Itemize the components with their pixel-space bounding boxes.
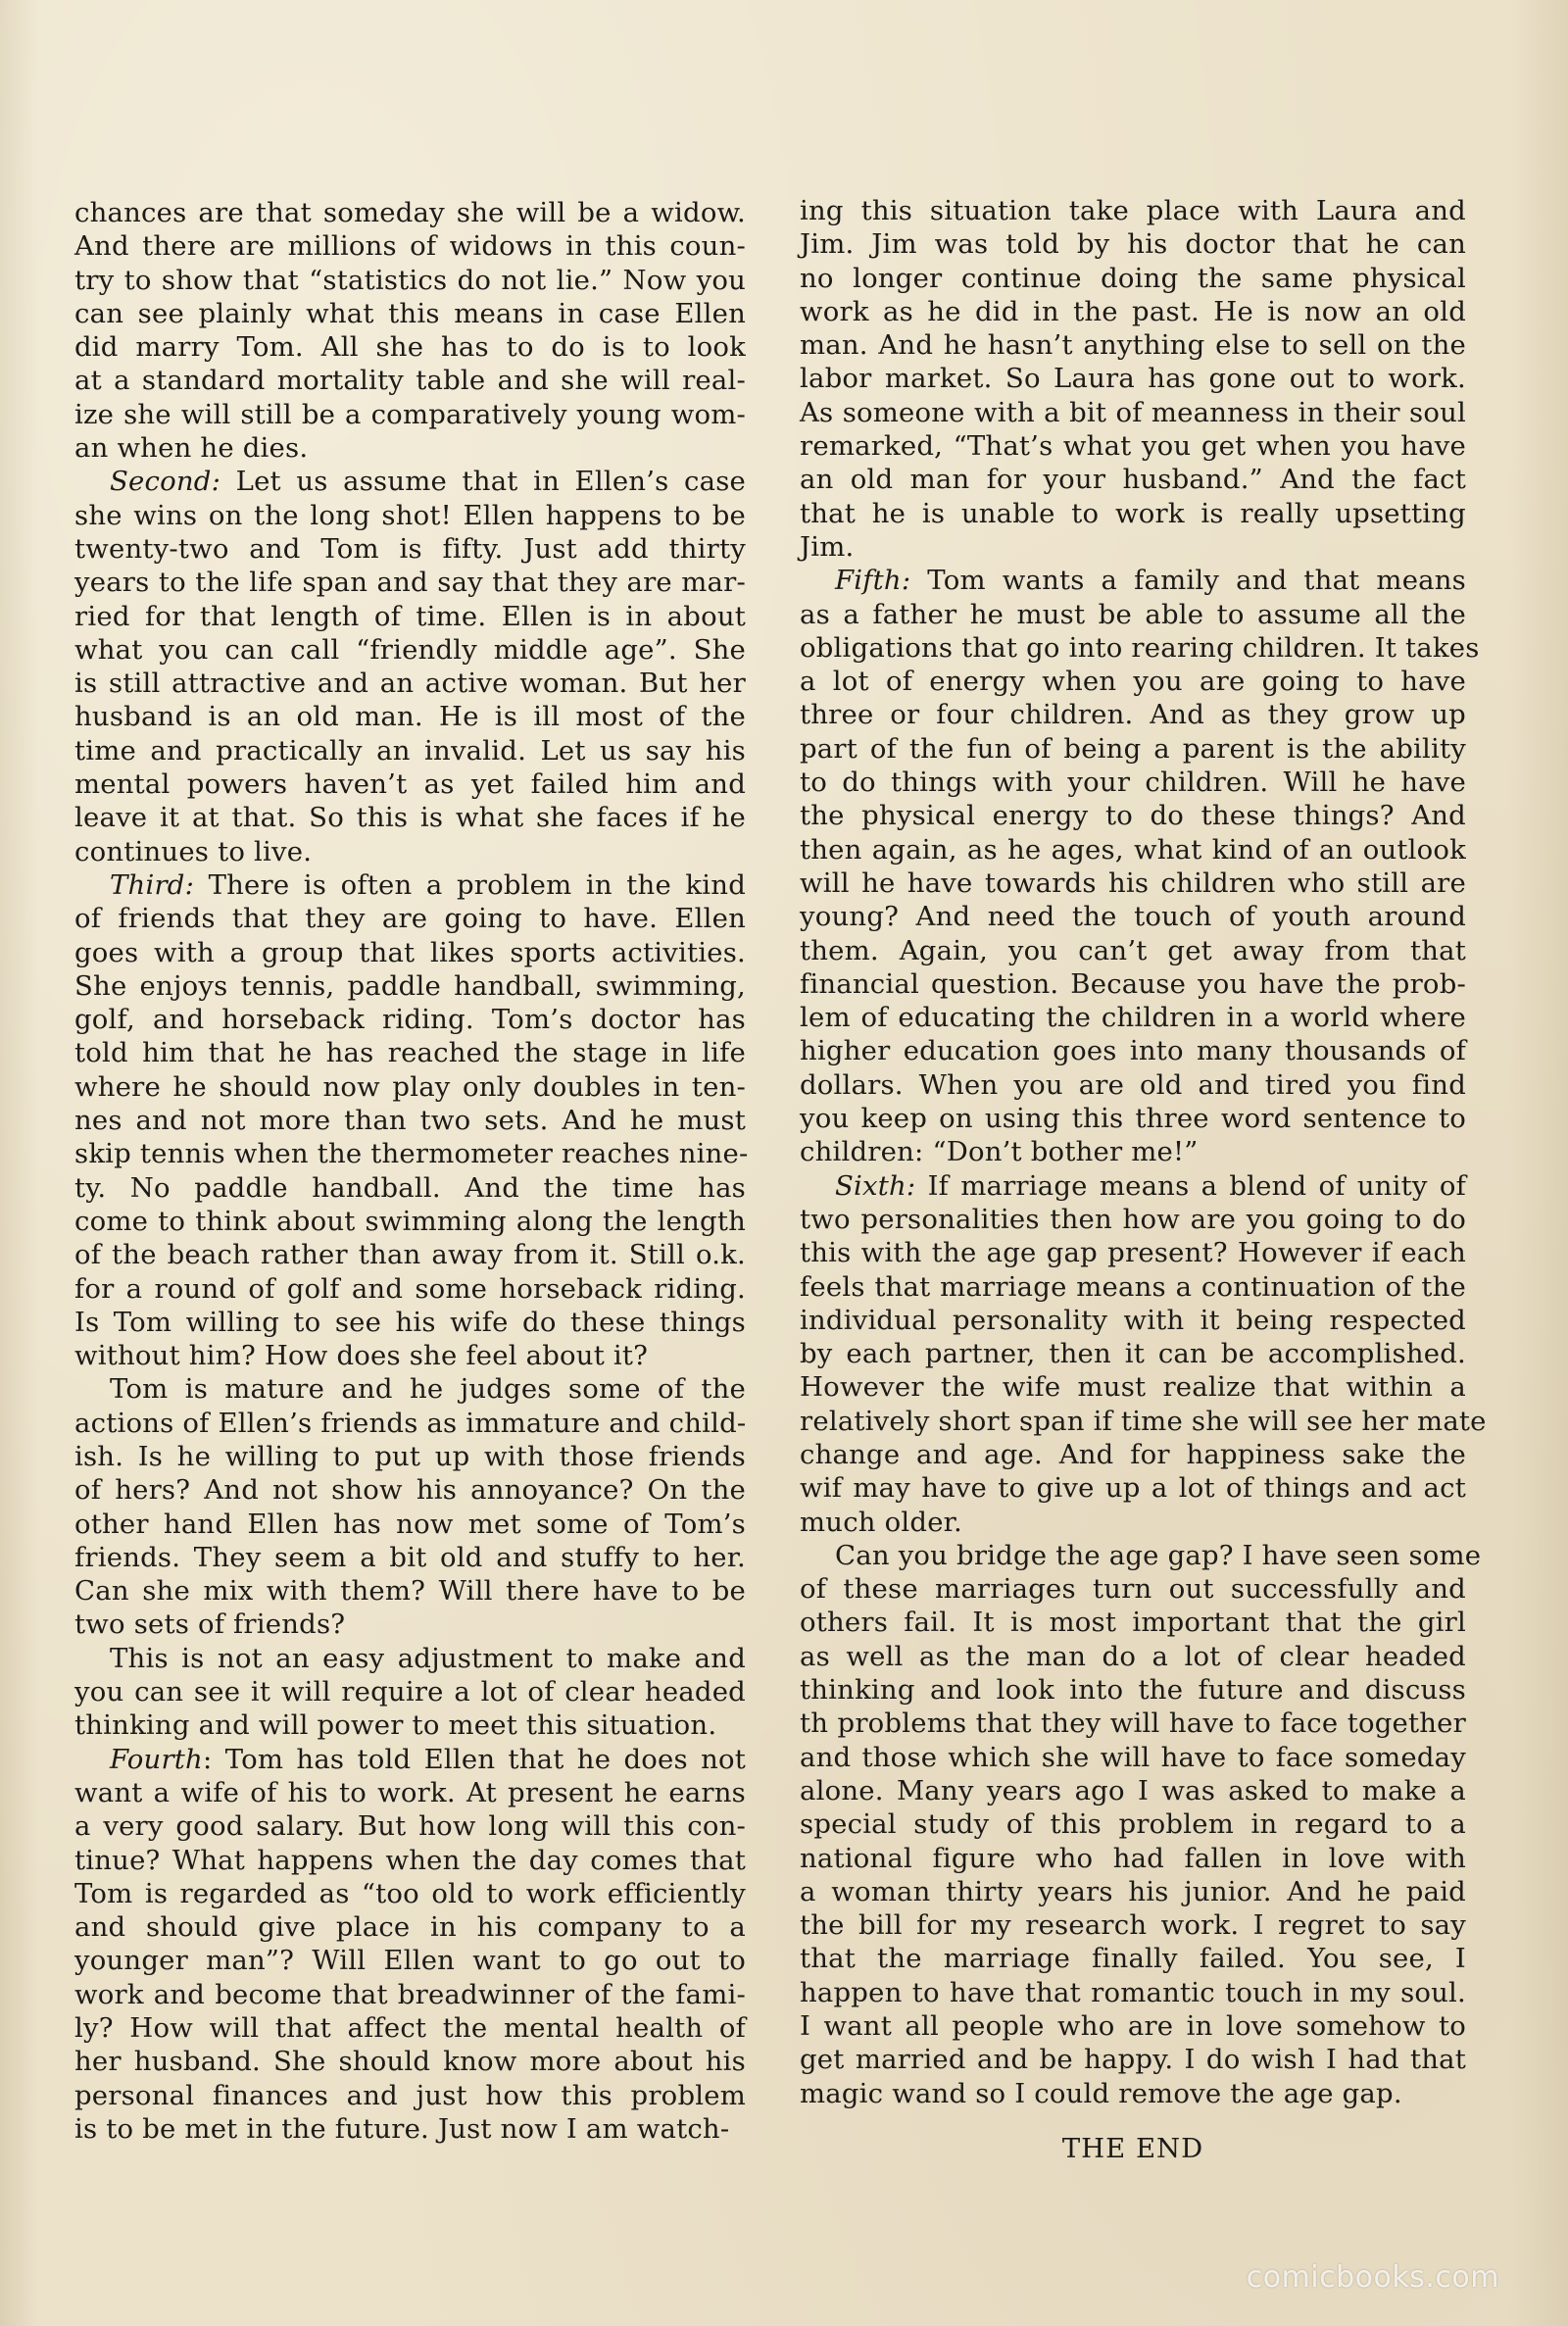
text-line: of hers? And not show his annoyance? On the xyxy=(74,1474,746,1507)
text-line: get married and be happy. I do wish I had that xyxy=(800,2044,1466,2076)
text-line: her husband. She should know more about his xyxy=(74,2046,746,2078)
text-line: and those which she will have to face someday xyxy=(800,1741,1466,1773)
text-line: ize she will still be a comparatively young wom- xyxy=(74,398,746,430)
text-run: Tom is mature and he judges some of the xyxy=(110,1373,746,1406)
text-run: : Tom has told Ellen that he does not xyxy=(202,1743,746,1775)
text-line: labor market. So Laura has gone out to work. xyxy=(800,363,1466,395)
text-line: she wins on the long shot! Ellen happens to be xyxy=(74,499,746,531)
text-line: that he is unable to work is really upsetting xyxy=(800,497,1466,529)
text-line: time and practically an invalid. Let us say his xyxy=(74,734,746,767)
paragraph-lead: Fourth xyxy=(110,1743,203,1775)
text-line: wif may have to give up a lot of things and act xyxy=(800,1472,1466,1505)
text-line: of these marriages turn out successfully and xyxy=(800,1573,1466,1606)
text-line: is to be met in the future. Just now I am watch- xyxy=(74,2112,730,2145)
text-line xyxy=(74,465,746,498)
text-line: will he have towards his children who still are xyxy=(800,866,1466,899)
text-line: However the wife must realize that within a xyxy=(800,1371,1466,1404)
text-line: individual personality with it being respected xyxy=(800,1304,1466,1336)
text-line: financial question. Because you have the prob- xyxy=(800,967,1466,1000)
text-line: relatively short span if time she will see her mate xyxy=(800,1405,1487,1437)
text-line: friends. They seem a bit old and stuffy to her. xyxy=(74,1541,746,1573)
text-line: part of the fun of being a parent is the ability xyxy=(800,732,1466,765)
text-line: And there are millions of widows in this coun- xyxy=(74,230,746,263)
text-line: of friends that they are going to have. Ellen xyxy=(74,903,746,935)
text-line: actions of Ellen’s friends as immature and child- xyxy=(74,1407,747,1439)
text-line: Is Tom willing to see his wife do these things xyxy=(74,1306,746,1338)
text-line: thinking and look into the future and discuss xyxy=(800,1674,1466,1707)
text-line: an when he dies. xyxy=(74,432,309,465)
text-line: mental powers haven’t as yet failed him and xyxy=(74,768,746,801)
text-line: Tom is regarded as “too old to work efficiently xyxy=(74,1877,746,1909)
text-line: I want all people who are in love somehow to xyxy=(800,2010,1466,2043)
text-line: man. And he hasn’t anything else to sell on the xyxy=(800,329,1466,362)
text-line: others fail. It is most important that the girl xyxy=(800,1607,1466,1639)
text-line xyxy=(800,1169,1466,1203)
text-line: work as he did in the past. He is now an old xyxy=(800,295,1466,327)
text-line: to do things with your children. Will he have xyxy=(800,767,1466,799)
text-line: did marry Tom. All she has to do is to look xyxy=(74,331,746,364)
text-line: alone. Many years ago I was asked to make a xyxy=(800,1774,1466,1806)
text-run: Tom wants a family and that means xyxy=(910,565,1466,597)
text-line: this with the age gap present? However if each xyxy=(800,1237,1466,1269)
text-line: remarked, “That’s what you get when you have xyxy=(800,430,1466,463)
text-line: goes with a group that likes sports activities. xyxy=(74,936,746,968)
text-line: three or four children. And as they grow up xyxy=(800,699,1466,731)
text-line: try to show that “statistics do not lie.” Now you xyxy=(74,264,746,296)
text-line: obligations that go into rearing children. It takes xyxy=(800,631,1480,664)
text-line: then again, as he ages, what kind of an outlook xyxy=(800,833,1466,866)
text-line xyxy=(74,1372,746,1406)
text-line: you can see it will require a lot of clear headed xyxy=(74,1676,746,1708)
text-line: an old man for your husband.” And the fact xyxy=(800,464,1466,496)
text-line: can see plainly what this means in case Ellen xyxy=(74,297,746,329)
text-line: without him? How does she feel about it? xyxy=(74,1340,649,1372)
text-line: She enjoys tennis, paddle handball, swimming, xyxy=(74,969,746,1002)
text-line xyxy=(74,868,746,902)
paragraph-lead: Second: xyxy=(110,466,221,498)
text-line: no longer continue doing the same physical xyxy=(800,262,1466,294)
text-line: for a round of golf and some horseback riding. xyxy=(74,1272,746,1305)
text-line: lem of educating the children in a world where xyxy=(800,1002,1466,1034)
text-line: thinking and will power to meet this situation. xyxy=(74,1709,717,1742)
text-line: golf, and horseback riding. Tom’s doctor has xyxy=(74,1004,746,1036)
left-text-column xyxy=(74,196,749,2146)
paragraph-lead: Third: xyxy=(110,868,195,901)
text-line: chances are that someday she will be a widow. xyxy=(74,197,746,228)
text-line: younger man”? Will Ellen want to go out to xyxy=(74,1945,746,1977)
text-line: other hand Ellen has now met some of Tom’s xyxy=(74,1508,746,1540)
text-line: ly? How will that affect the mental health of xyxy=(74,2012,746,2045)
text-line: young? And need the touch of youth around xyxy=(800,901,1466,933)
text-line: what you can call “friendly middle age”. She xyxy=(74,633,746,666)
text-line: ing this situation take place with Laura and xyxy=(800,195,1466,226)
text-line: is still attractive and an active woman. But her xyxy=(74,668,746,700)
text-line: skip tennis when the thermometer reaches nine- xyxy=(74,1138,749,1170)
text-line: tinue? What happens when the day comes that xyxy=(74,1844,746,1876)
text-line: twenty-two and Tom is fifty. Just add thirty xyxy=(74,532,746,565)
text-line: two sets of friends? xyxy=(74,1608,346,1641)
text-line: dollars. When you are old and tired you find xyxy=(800,1068,1466,1101)
text-line: personal finances and just how this problem xyxy=(74,2079,746,2111)
text-run: There is often a problem in the kind xyxy=(194,868,746,901)
text-line: ried for that length of time. Ellen is in about xyxy=(74,600,746,632)
text-line: as well as the man do a lot of clear headed xyxy=(800,1640,1466,1672)
text-line: change and age. And for happiness sake the xyxy=(800,1438,1466,1470)
text-line: you keep on using this three word sentence to xyxy=(800,1103,1466,1135)
text-line: happen to have that romantic touch in my soul. xyxy=(800,1976,1466,2008)
text-line: a woman thirty years his junior. And he paid xyxy=(800,1875,1466,1907)
text-line: much older. xyxy=(800,1506,962,1538)
text-line: national figure who had fallen in love with xyxy=(800,1842,1466,1874)
text-line: the bill for my research work. I regret to say xyxy=(800,1909,1466,1942)
text-line: work and become that breadwinner of the fami- xyxy=(74,1978,746,2010)
text-line: special study of this problem in regard to a xyxy=(800,1808,1466,1841)
text-line: continues to live. xyxy=(74,835,313,867)
paragraph-lead: Fifth: xyxy=(835,565,911,597)
text-line: of the beach rather than away from it. Still o.k. xyxy=(74,1239,746,1271)
text-line: leave it at that. So this is what she faces if he xyxy=(74,802,746,834)
text-line: Can she mix with them? Will there have to be xyxy=(74,1575,746,1608)
text-line: and should give place in his company to a xyxy=(74,1911,746,1944)
text-line: husband is an old man. He is ill most of the xyxy=(74,701,746,733)
text-line: them. Again, you can’t get away from that xyxy=(800,934,1466,966)
text-line xyxy=(74,1743,746,1776)
text-line: As someone with a bit of meanness in their soul xyxy=(800,396,1466,428)
text-line: two personalities then how are you going to do xyxy=(800,1203,1466,1235)
text-line: magic wand so I could remove the age gap. xyxy=(800,2077,1402,2109)
right-text-column xyxy=(800,194,1487,2110)
text-line: Jim. Jim was told by his doctor that he can xyxy=(800,228,1466,261)
text-run: If marriage means a blend of unity of xyxy=(915,1169,1466,1202)
text-run: Let us assume that in Ellen’s case xyxy=(220,466,746,498)
text-line: ty. No paddle handball. And the time has xyxy=(74,1171,746,1204)
text-line: years to the life span and say that they are mar- xyxy=(74,567,746,599)
text-line: where he should now play only doubles in ten- xyxy=(74,1070,746,1103)
text-line: told him that he has reached the stage in life xyxy=(74,1037,746,1069)
the-end-label: THE END xyxy=(1061,2133,1204,2164)
text-line: th problems that they will have to face together xyxy=(800,1707,1466,1740)
text-line: nes and not more than two sets. And he must xyxy=(74,1105,746,1137)
text-line: the physical energy to do these things? And xyxy=(800,800,1466,832)
text-line: by each partner, then it can be accomplished. xyxy=(800,1338,1466,1370)
text-line: come to think about swimming along the length xyxy=(74,1205,746,1237)
text-line: as a father he must be able to assume all the xyxy=(800,598,1466,630)
text-line: a lot of energy when you are going to have xyxy=(800,666,1466,698)
text-line: Jim. xyxy=(800,530,855,563)
text-run: Can you bridge the age gap? I have seen some xyxy=(835,1539,1482,1571)
text-run: This is not an easy adjustment to make and xyxy=(110,1642,746,1674)
text-line xyxy=(74,1642,746,1675)
text-line xyxy=(800,564,1466,597)
text-line: want a wife of his to work. At present he earns xyxy=(74,1776,746,1808)
text-line xyxy=(800,1539,1482,1572)
text-line: feels that marriage means a continuation of the xyxy=(800,1270,1466,1303)
text-line: a very good salary. But how long will this con- xyxy=(74,1810,746,1843)
text-line: that the marriage finally failed. You see, I xyxy=(800,1943,1466,1975)
text-line: children: “Don’t bother me!” xyxy=(800,1136,1199,1168)
watermark: comicbooks.com xyxy=(1246,2260,1499,2295)
text-line: ish. Is he willing to put up with those friends xyxy=(74,1440,746,1472)
paragraph-lead: Sixth: xyxy=(835,1169,916,1202)
text-line: at a standard mortality table and she will real- xyxy=(74,365,746,397)
text-line: higher education goes into many thousands of xyxy=(800,1035,1466,1067)
